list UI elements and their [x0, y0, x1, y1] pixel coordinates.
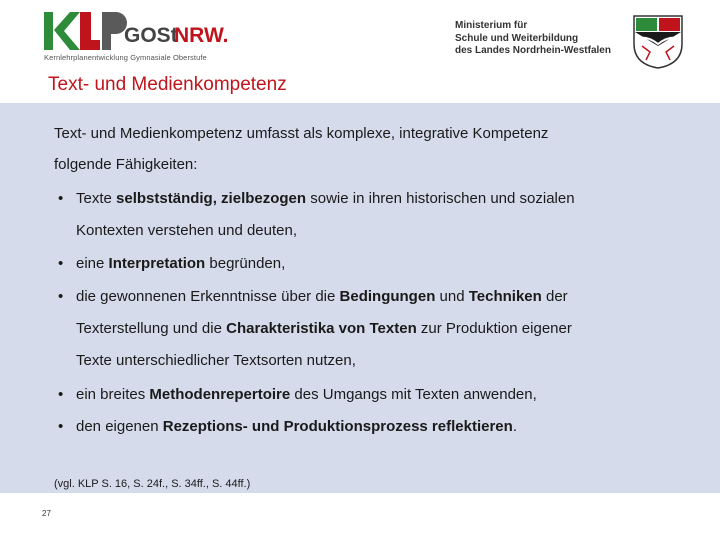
logo-nrw-text: NRW. — [174, 24, 229, 47]
bold-span: Techniken — [468, 288, 542, 305]
bold-span: Methodenrepertoire — [149, 386, 291, 403]
intro-line: Text- und Medienkompetenz umfasst als komplexe, integrative Kompetenz — [54, 125, 549, 142]
ministry-name — [455, 20, 611, 58]
text-span: den eigenen — [76, 418, 163, 435]
reference-note: (vgl. KLP S. 16, S. 24f., S. 34ff., S. 44ff.) — [54, 478, 251, 490]
bullet-item — [76, 190, 575, 207]
text-span: begründen, — [205, 255, 286, 272]
text-span: die gewonnenen Erkenntnisse über die — [76, 288, 340, 305]
text-span: der — [541, 288, 568, 305]
text-span: des Umgangs mit Texten anwenden, — [290, 386, 537, 403]
bullet-marker: • — [58, 418, 64, 435]
bold-span: Charakteristika von Texten — [226, 320, 417, 337]
bullet-item — [76, 288, 568, 305]
text-span: . — [512, 418, 517, 435]
ministry-line: Ministerium für — [455, 20, 528, 31]
logo-k-arm — [54, 12, 80, 50]
text-span: zur Produktion eigener — [416, 320, 572, 337]
bullet-marker: • — [58, 190, 64, 207]
page-number: 27 — [42, 509, 51, 518]
ministry-line: Schule und Weiterbildung — [455, 32, 579, 44]
bullet-continuation: Texte unterschiedlicher Textsorten nutzen, — [76, 352, 356, 369]
text-span: und — [435, 288, 469, 305]
bullet-marker: • — [58, 288, 64, 305]
text-span: eine — [76, 255, 109, 272]
logo-k-stem — [44, 12, 53, 50]
bullet-marker: • — [58, 255, 64, 272]
logo-l-foot — [80, 40, 100, 50]
text-span: sowie in ihren historischen und sozialen — [306, 190, 575, 207]
bold-span: Bedingungen — [339, 288, 436, 305]
bullet-item — [76, 255, 285, 272]
bullet-item — [76, 418, 517, 435]
text-span: Texte — [76, 190, 117, 207]
bullet-marker: • — [58, 386, 64, 403]
text-span: ein breites — [76, 386, 150, 403]
text-span: Texterstellung und die — [76, 320, 227, 337]
nrw-coat-of-arms-icon — [632, 14, 684, 70]
bold-span: Interpretation — [108, 255, 206, 272]
bullet-continuation — [76, 320, 572, 337]
logo-subtitle: Kernlehrplanentwicklung Gymnasiale Oberstufe — [44, 53, 207, 62]
intro-line: folgende Fähigkeiten: — [54, 156, 198, 173]
bullet-item — [76, 386, 537, 403]
ministry-line: des Landes Nordrhein-Westfalen — [455, 45, 611, 56]
slide-title: Text- und Medienkompetenz — [48, 74, 287, 95]
bold-span: Rezeptions- und Produktionsprozess reflektieren — [162, 418, 513, 435]
bold-span: selbstständig, zielbezogen — [116, 190, 307, 207]
logo-gost-text: GOSt — [124, 24, 178, 47]
klp-gost-nrw-logo — [44, 10, 244, 72]
bullet-continuation: Kontexten verstehen und deuten, — [76, 222, 298, 239]
